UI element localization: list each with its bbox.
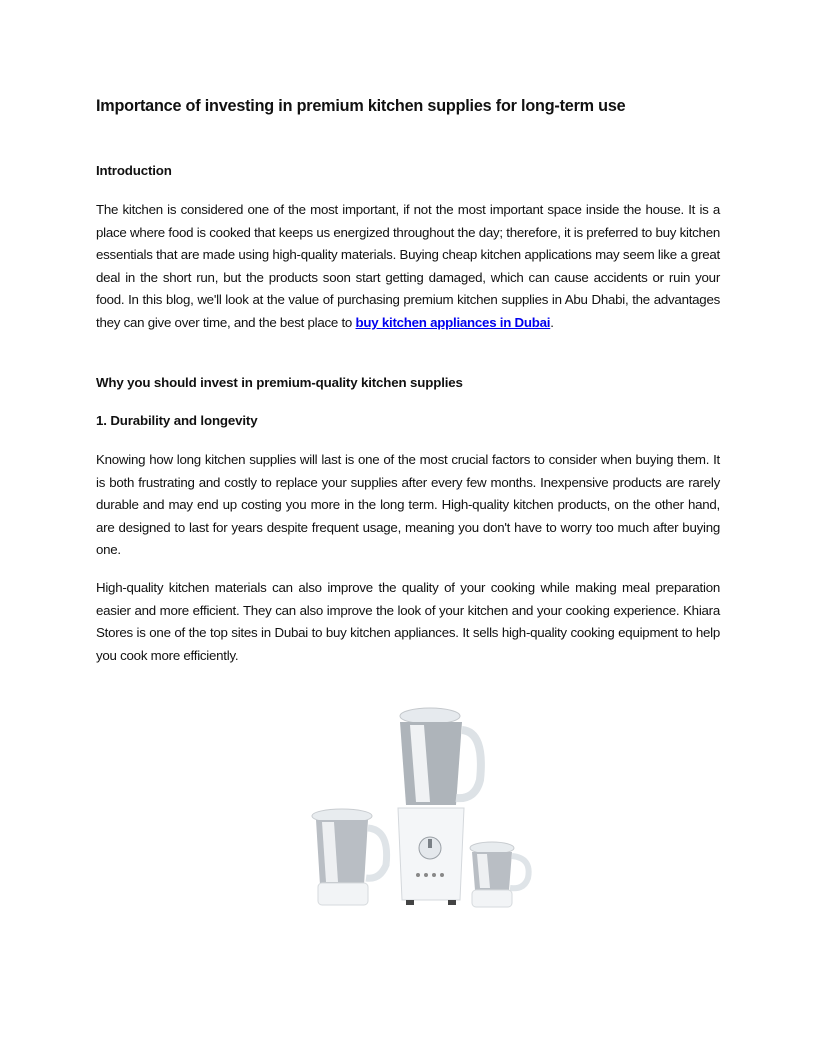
section1-paragraph-1: Knowing how long kitchen supplies will last is one of the most crucial factors to consider when buying them. It is both frustrating and costly to replace your supplies after every few months. Inexpensive products are rarely durable and may end up costing you more in the long term. High-quality kitchen products, on the other hand, are designed to last for years despite frequent usage, meaning you don't have to worry too much after buying one. <box>96 452 720 558</box>
intro-text: The kitchen is considered one of the most important, if not the most important space inside the house. It is a place where food is cooked that keeps us energized throughout the day; therefore, it is preferred to buy kitchen essentials that are made using high-quality materials. Buying cheap kitchen applications may seem like a great deal in the short run, but the products soon start getting damaged, which can cause accidents or ruin your food. In this blog, we'll look at the value of purchasing premium kitchen supplies in Abu Dhabi, the advantages they can give over time, and the best place to <box>96 202 720 330</box>
small-jar-left <box>312 809 387 905</box>
intro-paragraph <box>96 199 720 335</box>
small-jar-right <box>470 842 529 907</box>
motor-base <box>398 808 464 905</box>
intro-text-end: . <box>550 314 554 330</box>
section1-paragraph-2: High-quality kitchen materials can also improve the quality of your cooking while making meal preparation easier and more efficient. They can also improve the look of your kitchen and your cooking experience. Khiara Stores is one of the top sites in Dubai to buy kitchen appliances. It sells high-quality cooking equipment to help you cook more efficiently. <box>96 580 720 663</box>
main-jar <box>400 708 481 805</box>
intro-heading: Introduction <box>96 163 172 178</box>
why-heading: Why you should invest in premium-quality kitchen supplies <box>96 375 463 390</box>
buy-appliances-link[interactable]: buy kitchen appliances in Dubai <box>355 314 551 330</box>
document-title: Importance of investing in premium kitchen supplies for long-term use <box>96 97 626 115</box>
mixer-grinder-image <box>300 700 545 915</box>
section1-heading: 1. Durability and longevity <box>96 413 258 428</box>
